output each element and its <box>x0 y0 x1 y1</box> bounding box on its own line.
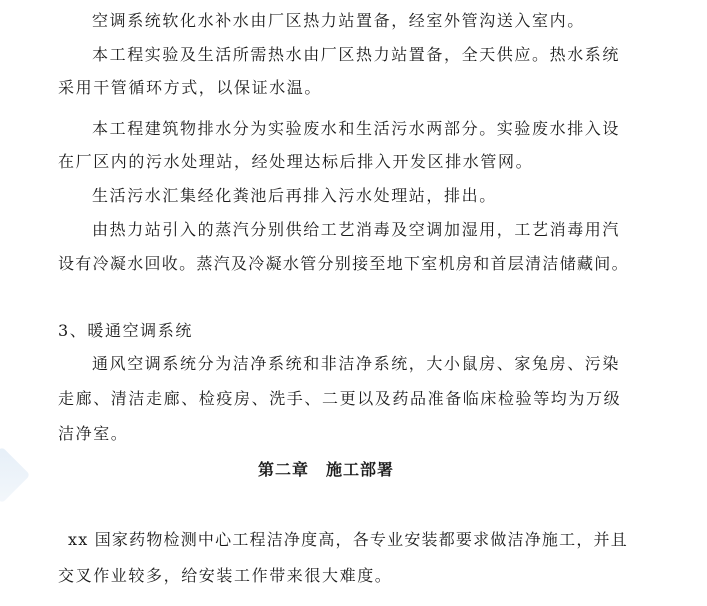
paragraph-line: 空调系统软化水补水由厂区热力站置备，经室外管沟送入室内。 <box>92 11 585 30</box>
paragraph-line: 在厂区内的污水处理站，经处理达标后排入开发区排水管网。 <box>58 152 534 171</box>
paragraph-line: 本工程实验及生活所需热水由厂区热力站置备，全天供应。热水系统 <box>92 45 621 64</box>
paragraph-line: 通风空调系统分为洁净系统和非洁净系统，大小鼠房、家兔房、污染 <box>92 354 621 373</box>
chapter-heading: 第二章 施工部署 <box>258 460 395 479</box>
paragraph-line: 洁净室。 <box>58 424 129 443</box>
paragraph-line: 交叉作业较多，给安装工作带来很大难度。 <box>58 566 393 585</box>
paragraph-line: 采用干管循环方式，以保证水温。 <box>58 78 323 97</box>
section-heading: 3、暖通空调系统 <box>58 321 193 340</box>
paragraph-line: 本工程建筑物排水分为实验废水和生活污水两部分。实验废水排入设 <box>92 119 621 138</box>
paragraph-line: 设有冷凝水回收。蒸汽及冷凝水管分别接至地下室机房和首层清洁储藏间。 <box>58 254 629 273</box>
decorative-shape <box>0 447 30 504</box>
paragraph-line: 由热力站引入的蒸汽分别供给工艺消毒及空调加湿用，工艺消毒用汽 <box>92 220 621 239</box>
paragraph-line: xx 国家药物检测中心工程洁净度高，各专业安装都要求做洁净施工，并且 <box>68 530 628 549</box>
paragraph-line: 走廊、清洁走廊、检疫房、洗手、二更以及药品准备临床检验等均为万级 <box>58 389 622 408</box>
paragraph-line: 生活污水汇集经化粪池后再排入污水处理站，排出。 <box>92 186 497 205</box>
